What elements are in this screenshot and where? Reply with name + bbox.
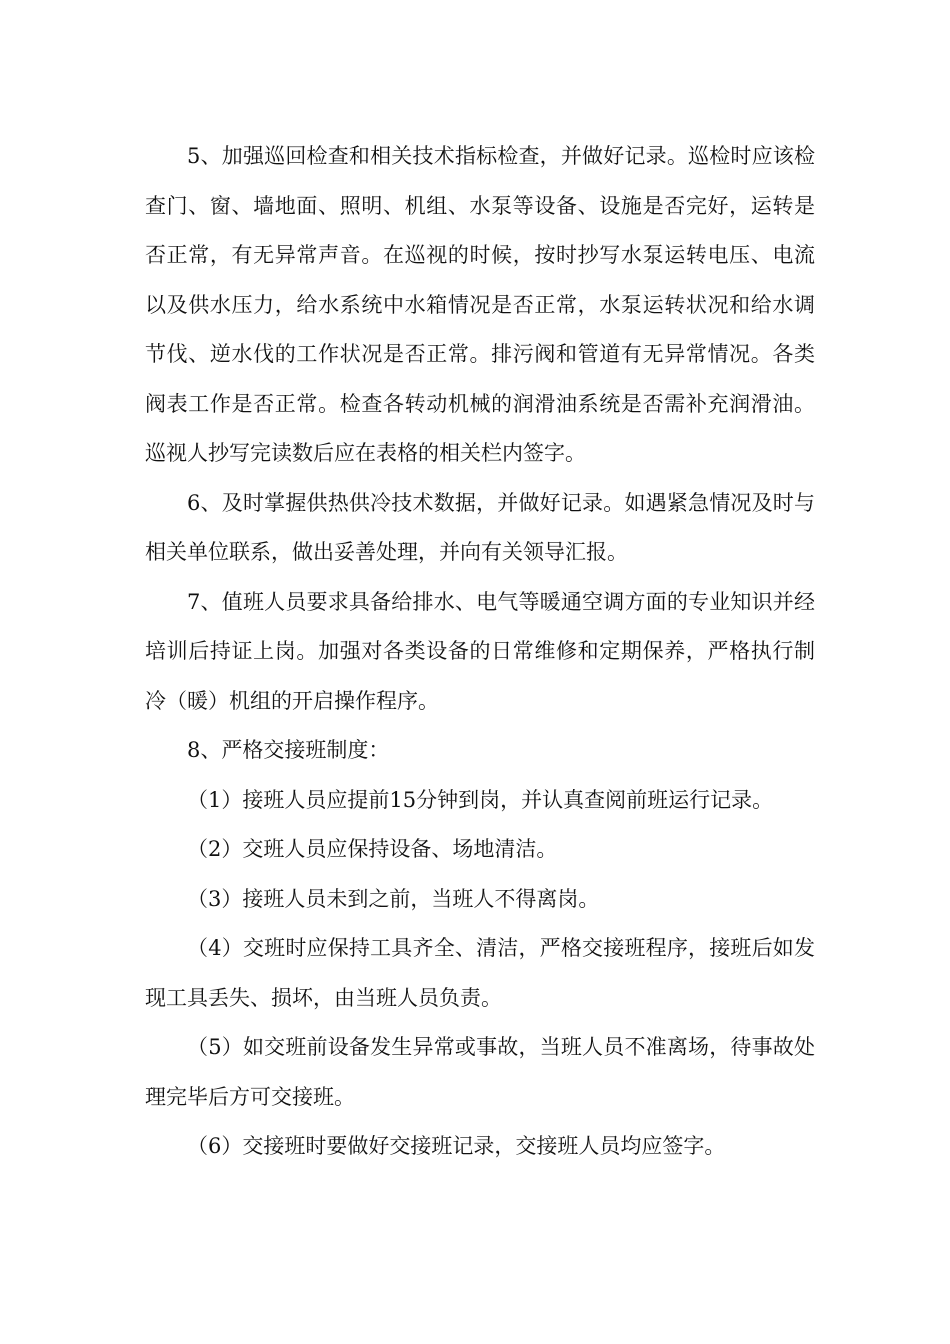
paragraph-subitem-5: （5）如交班前设备发生异常或事故，当班人员不准离场，待事故处理完毕后方可交接班。 [145,1035,815,1109]
paragraph-item-6: 6、及时掌握供热供冷技术数据，并做好记录。如遇紧急情况及时与相关单位联系，做出妥善处理，并向有关领导汇报。 [145,490,815,564]
document-page [145,132,815,1172]
paragraph-subitem-4: （4）交班时应保持工具齐全、清洁，严格交接班程序，接班后如发现工具丢失、损坏，由当班人员负责。 [145,936,815,1010]
paragraph-item-5: 5、加强巡回检查和相关技术指标检查，并做好记录。巡检时应该检查门、窗、墙地面、照明、机组、水泵等设备、设施是否完好，运转是否正常，有无异常声音。在巡视的时候，按时抄写水泵运转电压、电流以及供水压力，给水系统中水箱情况是否正常，水泵运转状况和给水调节伐、逆水伐的工作状况是否正常。排污阀和管道有无异常情况。各类阀表工作是否正常。检查各转动机械的润滑油系统是否需补充润滑油。巡视人抄写完读数后应在表格的相关栏内签字。 [145,144,815,465]
paragraph-item-7: 7、值班人员要求具备给排水、电气等暖通空调方面的专业知识并经培训后持证上岗。加强对各类设备的日常维修和定期保养，严格执行制冷（暖）机组的开启操作程序。 [145,589,815,713]
paragraph-subitem-3: （3）接班人员未到之前，当班人不得离岗。 [187,886,600,911]
paragraph-item-8-heading: 8、严格交接班制度： [187,738,390,762]
paragraph-subitem-2: （2）交班人员应保持设备、场地清洁。 [187,837,558,861]
paragraph-subitem-6: （6）交接班时要做好交接班记录，交接班人员均应签字。 [187,1134,726,1158]
paragraph-subitem-1: （1）接班人员应提前15分钟到岗，并认真查阅前班运行记录。 [187,787,774,812]
